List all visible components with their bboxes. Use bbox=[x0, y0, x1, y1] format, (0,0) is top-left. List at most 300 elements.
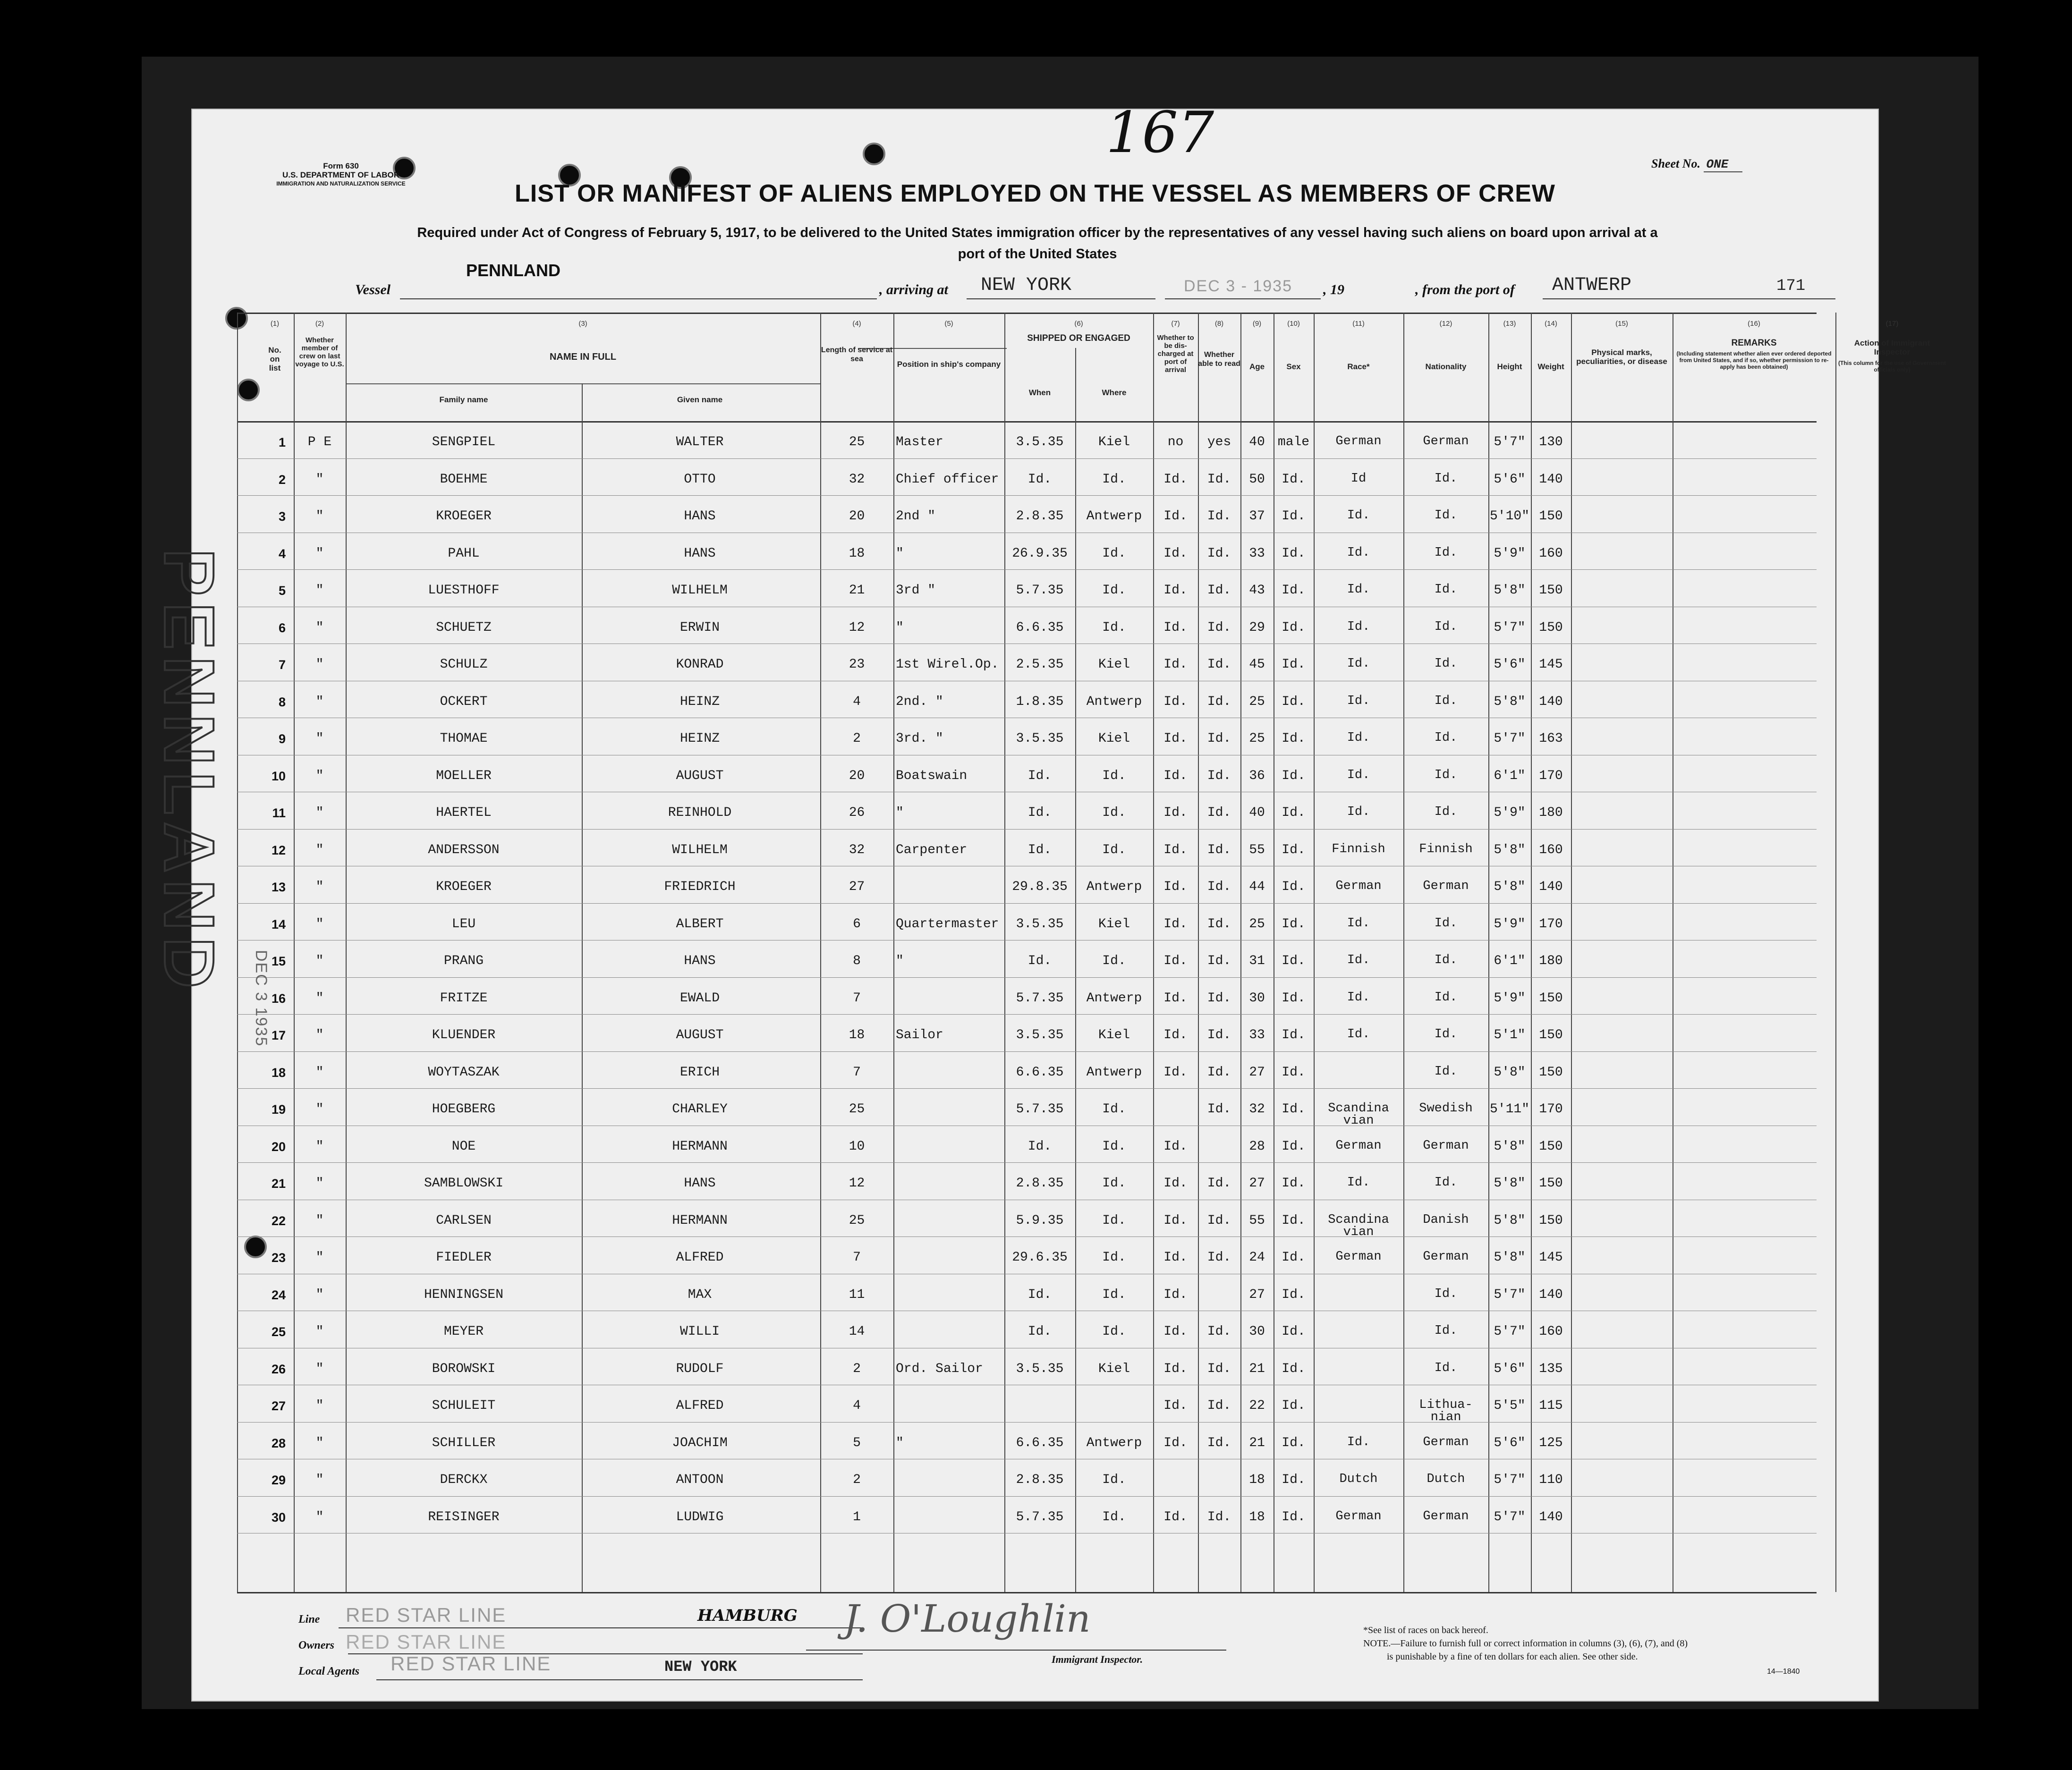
row-number: 5 bbox=[278, 584, 286, 598]
cell-weight: 140 bbox=[1539, 1287, 1563, 1302]
cell-age: 43 bbox=[1249, 583, 1265, 598]
cell-given: WILLI bbox=[679, 1324, 720, 1339]
cell-when: 5.7.35 bbox=[1016, 991, 1064, 1006]
row-number: 19 bbox=[271, 1102, 286, 1117]
cell-height: 5'7" bbox=[1494, 435, 1526, 449]
cell-age: 27 bbox=[1249, 1287, 1265, 1302]
cell-discharged: Id. bbox=[1163, 583, 1188, 598]
penalty-note-1: NOTE.—Failure to furnish full or correct information in columns (3), (6), (7), and (8) bbox=[1363, 1638, 1688, 1649]
row-number: 26 bbox=[271, 1362, 286, 1376]
cell-given: RUDOLF bbox=[676, 1361, 724, 1376]
cell-nationality: Id. bbox=[1434, 990, 1458, 1005]
cell-family: SCHULEIT bbox=[432, 1398, 496, 1413]
cell-family: BOEHME bbox=[440, 472, 488, 487]
cell-read: Id. bbox=[1207, 546, 1231, 561]
cell-member: " bbox=[315, 1287, 324, 1302]
cell-position: 3rd " bbox=[896, 583, 936, 598]
cell-read: Id. bbox=[1207, 1213, 1231, 1228]
row-number: 6 bbox=[278, 620, 286, 635]
list-number: 167 bbox=[1106, 100, 1214, 166]
cell-position: " bbox=[896, 546, 904, 561]
cell-age: 55 bbox=[1249, 842, 1265, 857]
cell-where: Kiel bbox=[1098, 916, 1130, 932]
cell-height: 5'7" bbox=[1494, 1509, 1526, 1524]
cell-discharged: Id. bbox=[1163, 546, 1188, 561]
cell-age: 18 bbox=[1249, 1473, 1265, 1487]
cell-when: 3.5.35 bbox=[1016, 731, 1064, 746]
cell-age: 33 bbox=[1249, 546, 1265, 561]
sheet-value: ONE bbox=[1704, 157, 1743, 172]
cell-age: 50 bbox=[1249, 472, 1265, 487]
cell-read: Id. bbox=[1207, 1361, 1231, 1376]
row-number: 15 bbox=[271, 954, 286, 968]
cell-sex: Id. bbox=[1282, 1213, 1306, 1228]
page-code: 171 bbox=[1776, 277, 1806, 295]
cell-nationality: Id. bbox=[1434, 583, 1458, 597]
cell-sex: male bbox=[1277, 435, 1310, 449]
cell-when: Id. bbox=[1028, 472, 1052, 487]
service-name: IMMIGRATION AND NATURALIZATION SERVICE bbox=[276, 180, 406, 187]
cell-where: Id. bbox=[1102, 1213, 1126, 1228]
cell-where: Id. bbox=[1102, 954, 1126, 968]
cell-age: 27 bbox=[1249, 1065, 1265, 1080]
cell-height: 5'9" bbox=[1494, 805, 1526, 820]
cell-family: SENGPIEL bbox=[432, 435, 496, 449]
row-number: 23 bbox=[271, 1251, 286, 1265]
header-discharged: Whether to be dis-charged at port of arrival bbox=[1157, 334, 1194, 374]
cell-weight: 140 bbox=[1539, 472, 1563, 487]
cell-race: Id. bbox=[1347, 1027, 1370, 1042]
cell-race: Id. bbox=[1347, 805, 1370, 819]
cell-height: 5'8" bbox=[1494, 842, 1526, 857]
cell-member: " bbox=[315, 991, 324, 1006]
cell-discharged: Id. bbox=[1163, 1435, 1188, 1450]
row-rule bbox=[237, 829, 1817, 830]
cell-nationality: Id. bbox=[1434, 657, 1458, 671]
cell-read: Id. bbox=[1207, 509, 1231, 524]
cell-discharged: Id. bbox=[1163, 694, 1188, 709]
cell-read: Id. bbox=[1207, 842, 1231, 857]
cell-discharged: Id. bbox=[1163, 805, 1188, 820]
line-label: Line bbox=[298, 1613, 320, 1626]
cell-when: 3.5.35 bbox=[1016, 1028, 1064, 1042]
cell-when: 6.6.35 bbox=[1016, 1065, 1064, 1080]
cell-length: 20 bbox=[849, 768, 865, 783]
cell-given: ALBERT bbox=[676, 916, 724, 932]
cell-when: 2.5.35 bbox=[1016, 657, 1064, 672]
cell-sex: Id. bbox=[1282, 1102, 1306, 1117]
cell-member: " bbox=[315, 1473, 324, 1487]
cell-race: Id. bbox=[1347, 1176, 1370, 1190]
subtitle-line-1: Required under Act of Congress of February 5, 1917, to be delivered to the United States immigration officer by the representatives of any vessel having such aliens on board upon arrival at a bbox=[417, 225, 1658, 240]
cell-where: Id. bbox=[1102, 620, 1126, 635]
cell-sex: Id. bbox=[1282, 657, 1306, 672]
cell-nationality: Lithua- nian bbox=[1419, 1398, 1473, 1424]
header-height: Height bbox=[1497, 362, 1522, 371]
cell-when: 6.6.35 bbox=[1016, 1435, 1064, 1450]
cell-sex: Id. bbox=[1282, 546, 1306, 561]
cell-height: 5'9" bbox=[1494, 546, 1526, 561]
cell-nationality: Danish bbox=[1423, 1212, 1469, 1227]
cell-position: Carpenter bbox=[896, 842, 968, 857]
cell-family: MOELLER bbox=[436, 768, 492, 783]
row-rule bbox=[237, 495, 1817, 496]
cell-race: Id. bbox=[1347, 768, 1370, 782]
cell-race: Id. bbox=[1347, 583, 1370, 597]
cell-where: Id. bbox=[1102, 1139, 1126, 1154]
cell-where: Antwerp bbox=[1086, 509, 1142, 524]
from-label: , from the port of bbox=[1415, 282, 1515, 297]
cell-given: CHARLEY bbox=[672, 1102, 728, 1117]
cell-member: " bbox=[315, 1065, 324, 1080]
cell-nationality: Dutch bbox=[1427, 1472, 1465, 1486]
cell-family: FRITZE bbox=[440, 991, 488, 1006]
cell-where: Kiel bbox=[1098, 1361, 1130, 1376]
cell-discharged: Id. bbox=[1163, 916, 1188, 932]
cell-given: ERICH bbox=[679, 1065, 720, 1080]
colnum-8: (8) bbox=[1214, 320, 1224, 328]
cell-age: 40 bbox=[1249, 435, 1265, 449]
cell-age: 45 bbox=[1249, 657, 1265, 672]
cell-family: REISINGER bbox=[428, 1509, 500, 1524]
cell-race: Scandina vian bbox=[1328, 1212, 1389, 1239]
row-number: 14 bbox=[271, 917, 286, 932]
cell-race: German bbox=[1335, 1509, 1382, 1524]
cell-read: Id. bbox=[1207, 472, 1231, 487]
cell-member: " bbox=[315, 583, 324, 598]
cell-weight: 150 bbox=[1539, 1213, 1563, 1228]
cell-family: HOEGBERG bbox=[432, 1102, 496, 1117]
cell-family: THOMAE bbox=[440, 731, 488, 746]
cell-discharged: Id. bbox=[1163, 1250, 1188, 1265]
cell-length: 21 bbox=[849, 583, 865, 598]
cell-discharged: Id. bbox=[1163, 768, 1188, 783]
cell-race: Id bbox=[1350, 471, 1367, 486]
cell-height: 5'8" bbox=[1494, 1213, 1526, 1228]
cell-given: OTTO bbox=[684, 472, 716, 487]
cell-read: Id. bbox=[1207, 1250, 1231, 1265]
cell-discharged: Id. bbox=[1163, 1213, 1188, 1228]
colnum-2: (2) bbox=[315, 320, 324, 328]
cell-member: " bbox=[315, 768, 324, 783]
side-vessel-stamp: PENNLAND bbox=[150, 549, 229, 995]
header-shipped: SHIPPED OR ENGAGED bbox=[1027, 333, 1130, 343]
punch-hole bbox=[225, 307, 248, 330]
cell-when: 5.7.35 bbox=[1016, 1509, 1064, 1524]
cell-age: 27 bbox=[1249, 1176, 1265, 1191]
cell-age: 25 bbox=[1249, 694, 1265, 709]
cell-family: CARLSEN bbox=[436, 1213, 492, 1228]
cell-length: 2 bbox=[853, 1361, 861, 1376]
cell-sex: Id. bbox=[1282, 1361, 1306, 1376]
cell-discharged: Id. bbox=[1163, 472, 1188, 487]
cell-discharged: Id. bbox=[1163, 1065, 1188, 1080]
year-label: , 19 bbox=[1323, 282, 1344, 297]
side-date-stamp: DEC 3 1935 bbox=[252, 950, 270, 1047]
cell-height: 5'6" bbox=[1494, 472, 1526, 487]
cell-member: " bbox=[315, 1509, 324, 1524]
header-remarks: REMARKS bbox=[1731, 338, 1777, 348]
cell-family: KROEGER bbox=[436, 880, 492, 894]
cell-sex: Id. bbox=[1282, 1398, 1306, 1413]
row-number: 16 bbox=[271, 991, 286, 1006]
cell-discharged: Id. bbox=[1163, 1139, 1188, 1154]
cell-nationality: Id. bbox=[1434, 805, 1458, 819]
cell-given: AUGUST bbox=[676, 768, 724, 783]
cell-member: " bbox=[315, 472, 324, 487]
cell-member: " bbox=[315, 1213, 324, 1228]
cell-nationality: Id. bbox=[1434, 1324, 1458, 1338]
cell-height: 5'8" bbox=[1494, 1250, 1526, 1265]
cell-sex: Id. bbox=[1282, 1065, 1306, 1080]
cell-age: 33 bbox=[1249, 1028, 1265, 1042]
cell-when: 3.5.35 bbox=[1016, 1361, 1064, 1376]
cell-position: 1st Wirel.Op. bbox=[896, 657, 999, 672]
cell-age: 21 bbox=[1249, 1361, 1265, 1376]
vessel-label: Vessel bbox=[355, 282, 391, 297]
header-length-service: Length of service at sea bbox=[821, 346, 893, 363]
cell-height: 5'7" bbox=[1494, 1324, 1526, 1339]
cell-sex: Id. bbox=[1282, 620, 1306, 635]
cell-weight: 170 bbox=[1539, 916, 1563, 932]
row-number: 4 bbox=[278, 546, 286, 561]
cell-sex: Id. bbox=[1282, 842, 1306, 857]
cell-height: 6'1" bbox=[1494, 768, 1526, 783]
inspector-label: Immigrant Inspector. bbox=[1052, 1653, 1143, 1665]
cell-nationality: German bbox=[1423, 1435, 1469, 1449]
cell-where: Kiel bbox=[1098, 657, 1130, 672]
line-value: RED STAR LINE bbox=[346, 1604, 507, 1626]
cell-given: MAX bbox=[688, 1287, 712, 1302]
header-family-name: Family name bbox=[439, 395, 488, 404]
row-rule bbox=[237, 1236, 1817, 1237]
row-rule bbox=[237, 458, 1817, 459]
cell-sex: Id. bbox=[1282, 1250, 1306, 1265]
cell-height: 5'8" bbox=[1494, 880, 1526, 894]
subtitle-line-2: port of the United States bbox=[958, 246, 1117, 262]
cell-weight: 180 bbox=[1539, 954, 1563, 968]
row-rule bbox=[237, 1162, 1817, 1163]
header-remarks-note: (Including statement whether alien ever ordered deported from United States, and if so, whether permission to re-apply has been obtained) bbox=[1676, 350, 1832, 370]
cell-family: SCHILLER bbox=[432, 1435, 496, 1450]
arriving-underline bbox=[967, 298, 1155, 299]
cell-member: " bbox=[315, 694, 324, 709]
cell-sex: Id. bbox=[1282, 880, 1306, 894]
cell-height: 5'6" bbox=[1494, 1361, 1526, 1376]
cell-position: " bbox=[896, 620, 904, 635]
cell-length: 25 bbox=[849, 1102, 865, 1117]
agents-label: Local Agents bbox=[298, 1665, 360, 1677]
cell-when: 5.7.35 bbox=[1016, 583, 1064, 598]
row-number: 17 bbox=[271, 1028, 286, 1042]
colnum-12: (12) bbox=[1439, 320, 1452, 328]
cell-when: Id. bbox=[1028, 1324, 1052, 1339]
cell-discharged: Id. bbox=[1163, 880, 1188, 894]
cell-nationality: Id. bbox=[1434, 731, 1458, 745]
cell-when: 3.5.35 bbox=[1016, 916, 1064, 932]
cell-position: Sailor bbox=[896, 1028, 943, 1042]
cell-when: Id. bbox=[1028, 954, 1052, 968]
row-number: 9 bbox=[278, 732, 286, 746]
cell-length: 2 bbox=[853, 731, 861, 746]
cell-weight: 163 bbox=[1539, 731, 1563, 746]
cell-given: REINHOLD bbox=[668, 805, 732, 820]
date-stamp: DEC 3 - 1935 bbox=[1184, 277, 1292, 295]
cell-race: Id. bbox=[1347, 694, 1370, 708]
cell-race: Id. bbox=[1347, 731, 1370, 745]
cell-nationality: German bbox=[1423, 879, 1469, 893]
cell-read: Id. bbox=[1207, 1176, 1231, 1191]
cell-member: " bbox=[315, 1139, 324, 1154]
cell-weight: 145 bbox=[1539, 1250, 1563, 1265]
cell-age: 30 bbox=[1249, 1324, 1265, 1339]
cell-sex: Id. bbox=[1282, 1287, 1306, 1302]
vessel-underline bbox=[400, 298, 877, 299]
cell-discharged: Id. bbox=[1163, 1176, 1188, 1191]
from-port-value: ANTWERP bbox=[1552, 275, 1632, 296]
cell-when: 5.9.35 bbox=[1016, 1213, 1064, 1228]
cell-height: 5'7" bbox=[1494, 1287, 1526, 1302]
cell-member: " bbox=[315, 509, 324, 524]
cell-race: German bbox=[1335, 879, 1382, 893]
cell-position: Ord. Sailor bbox=[896, 1361, 983, 1376]
header-able-to-read: Whether able to read bbox=[1198, 351, 1240, 368]
colnum-1: (1) bbox=[270, 320, 280, 328]
cell-family: LUESTHOFF bbox=[428, 583, 500, 598]
cell-given: KONRAD bbox=[676, 657, 724, 672]
cell-read: Id. bbox=[1207, 1509, 1231, 1524]
row-rule bbox=[237, 977, 1817, 978]
cell-read: Id. bbox=[1207, 805, 1231, 820]
colnum-13: (13) bbox=[1503, 320, 1516, 328]
cell-discharged: Id. bbox=[1163, 731, 1188, 746]
header-position: Position in ship's company bbox=[897, 360, 1001, 369]
colnum-10: (10) bbox=[1287, 320, 1300, 328]
cell-where: Antwerp bbox=[1086, 1065, 1142, 1080]
cell-where: Id. bbox=[1102, 768, 1126, 783]
cell-nationality: Id. bbox=[1434, 508, 1458, 523]
row-number: 10 bbox=[271, 769, 286, 783]
column-rule bbox=[582, 383, 583, 1592]
cell-height: 5'11" bbox=[1489, 1102, 1529, 1117]
row-rule bbox=[237, 903, 1817, 904]
cell-given: WILHELM bbox=[672, 842, 728, 857]
cell-position: Master bbox=[896, 435, 943, 449]
cell-length: 5 bbox=[853, 1435, 861, 1450]
inspector-signature: J. O'Loughlin bbox=[844, 1597, 1091, 1641]
cell-length: 12 bbox=[849, 1176, 865, 1191]
cell-family: NOE bbox=[451, 1139, 476, 1154]
cell-weight: 140 bbox=[1539, 694, 1563, 709]
cell-discharged: no bbox=[1167, 435, 1184, 449]
column-rule bbox=[237, 313, 238, 1592]
cell-race: Id. bbox=[1347, 990, 1370, 1005]
cell-where: Id. bbox=[1102, 1473, 1126, 1487]
column-rule bbox=[1314, 313, 1315, 1592]
colnum-17: (17) bbox=[1885, 320, 1899, 328]
cell-member: " bbox=[315, 546, 324, 561]
cell-discharged: Id. bbox=[1163, 1361, 1188, 1376]
cell-where: Kiel bbox=[1098, 435, 1130, 449]
cell-sex: Id. bbox=[1282, 731, 1306, 746]
cell-family: WOYTASZAK bbox=[428, 1065, 500, 1080]
penalty-note-2: is punishable by a fine of ten dollars for each alien. See other side. bbox=[1387, 1651, 1638, 1662]
cell-height: 5'8" bbox=[1494, 694, 1526, 709]
cell-height: 5'7" bbox=[1494, 731, 1526, 746]
cell-sex: Id. bbox=[1282, 1435, 1306, 1450]
print-code: 14—1840 bbox=[1767, 1668, 1800, 1676]
cell-sex: Id. bbox=[1282, 1324, 1306, 1339]
cell-age: 44 bbox=[1249, 880, 1265, 894]
row-rule bbox=[237, 569, 1817, 570]
cell-weight: 130 bbox=[1539, 435, 1563, 449]
row-number: 24 bbox=[271, 1287, 286, 1302]
cell-where: Id. bbox=[1102, 472, 1126, 487]
cell-race: Id. bbox=[1347, 619, 1370, 634]
cell-length: 11 bbox=[849, 1287, 865, 1302]
cell-position: " bbox=[896, 1435, 904, 1450]
cell-age: 29 bbox=[1249, 620, 1265, 635]
cell-sex: Id. bbox=[1282, 916, 1306, 932]
cell-weight: 135 bbox=[1539, 1361, 1563, 1376]
cell-when: Id. bbox=[1028, 805, 1052, 820]
punch-hole bbox=[863, 143, 885, 165]
cell-when: 26.9.35 bbox=[1012, 546, 1068, 561]
cell-weight: 125 bbox=[1539, 1435, 1563, 1450]
cell-when: Id. bbox=[1028, 842, 1052, 857]
cell-given: HERMANN bbox=[672, 1213, 728, 1228]
cell-height: 5'8" bbox=[1494, 583, 1526, 598]
cell-height: 5'5" bbox=[1494, 1398, 1526, 1413]
header-where: Where bbox=[1102, 388, 1127, 397]
column-rule bbox=[1835, 313, 1836, 1592]
cell-where: Id. bbox=[1102, 1176, 1126, 1191]
table-top-rule bbox=[237, 313, 1817, 314]
cell-length: 7 bbox=[853, 991, 861, 1006]
cell-age: 25 bbox=[1249, 916, 1265, 932]
cell-member: " bbox=[315, 1324, 324, 1339]
cell-read: Id. bbox=[1207, 991, 1231, 1006]
cell-length: 23 bbox=[849, 657, 865, 672]
cell-weight: 110 bbox=[1539, 1473, 1563, 1487]
cell-discharged: Id. bbox=[1163, 1398, 1188, 1413]
header-weight: Weight bbox=[1537, 362, 1564, 371]
cell-where: Id. bbox=[1102, 805, 1126, 820]
cell-nationality: Id. bbox=[1434, 545, 1458, 560]
cell-sex: Id. bbox=[1282, 583, 1306, 598]
cell-member: " bbox=[315, 842, 324, 857]
cell-nationality: Finnish bbox=[1419, 842, 1473, 856]
vessel-value: PENNLAND bbox=[466, 261, 561, 280]
signature-underline bbox=[806, 1650, 1226, 1651]
cell-read: Id. bbox=[1207, 620, 1231, 635]
cell-member: " bbox=[315, 916, 324, 932]
agents-city: NEW YORK bbox=[664, 1658, 737, 1676]
cell-length: 7 bbox=[853, 1250, 861, 1265]
cell-family: FIEDLER bbox=[436, 1250, 492, 1265]
cell-sex: Id. bbox=[1282, 1509, 1306, 1524]
cell-position: 3rd. " bbox=[896, 731, 943, 746]
colnum-5: (5) bbox=[944, 320, 953, 328]
cell-family: DERCKX bbox=[440, 1473, 488, 1487]
cell-race: Scandina vian bbox=[1328, 1101, 1389, 1128]
cell-family: PAHL bbox=[448, 546, 480, 561]
cell-age: 36 bbox=[1249, 768, 1265, 783]
cell-nationality: German bbox=[1423, 1250, 1469, 1264]
cell-height: 5'7" bbox=[1494, 1473, 1526, 1487]
cell-member: " bbox=[315, 1102, 324, 1117]
cell-member: " bbox=[315, 620, 324, 635]
